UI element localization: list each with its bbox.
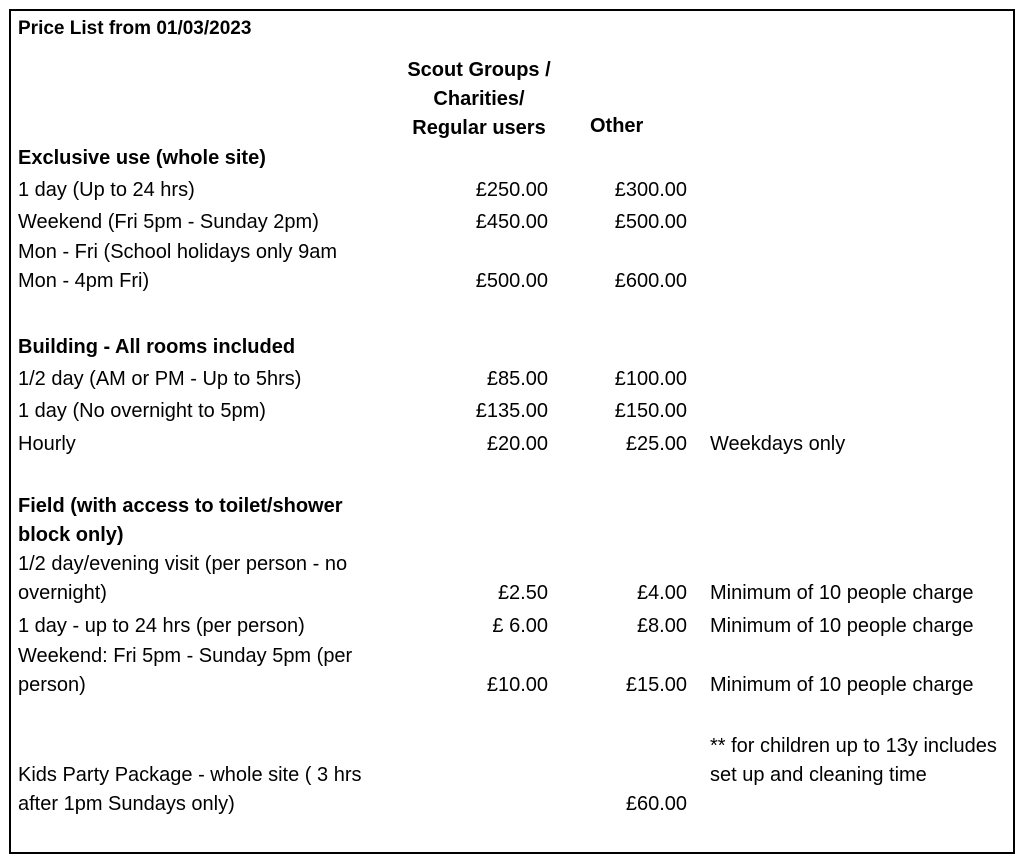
row-rate-other: £25.00	[625, 433, 687, 455]
section-heading-field-line1: Field (with access to toilet/shower	[18, 495, 343, 517]
row-rate-other: £600.00	[614, 270, 687, 292]
row-rate-group: £135.00	[475, 400, 548, 422]
row-rate-group: £250.00	[475, 179, 548, 201]
row-note: Minimum of 10 people charge	[710, 674, 974, 696]
row-desc-line1: Weekend: Fri 5pm - Sunday 5pm (per	[18, 645, 353, 667]
row-rate-group: £ 6.00	[492, 615, 548, 637]
row-rate-other: £300.00	[614, 179, 687, 201]
row-rate-group: £10.00	[486, 674, 548, 696]
row-rate-other: £8.00	[636, 615, 687, 637]
column-header-group-rate: Scout Groups / Charities/ Regular users	[407, 59, 551, 139]
column-header-other: Other	[590, 115, 644, 137]
row-rate-group: £450.00	[475, 211, 548, 233]
row-rate-group: £85.00	[486, 368, 548, 390]
row-desc-line1: 1/2 day/evening visit (per person - no	[18, 553, 348, 575]
row-desc-line1: Mon - Fri (School holidays only 9am	[18, 241, 338, 263]
row-desc-line2: after 1pm Sundays only)	[18, 793, 235, 815]
row-rate-other: £15.00	[625, 674, 687, 696]
row-rate-group: £2.50	[497, 582, 548, 604]
row-desc-line2: Mon - 4pm Fri)	[18, 270, 150, 292]
row-note: Weekdays only	[710, 433, 846, 455]
row-desc: Hourly	[18, 433, 76, 455]
row-note: ** for children up to 13y includes set up and cleaning time	[710, 735, 997, 786]
row-desc: Weekend (Fri 5pm - Sunday 2pm)	[18, 211, 319, 233]
row-desc-line2: overnight)	[18, 582, 107, 604]
page-title: Price List from 01/03/2023	[18, 18, 252, 39]
row-rate-group: £500.00	[475, 270, 548, 292]
row-desc-line1: Kids Party Package - whole site ( 3 hrs	[18, 764, 362, 786]
row-note: Minimum of 10 people charge	[710, 615, 974, 637]
row-rate-other: £100.00	[614, 368, 687, 390]
row-desc: 1/2 day (AM or PM - Up to 5hrs)	[18, 368, 302, 390]
section-heading-field-line2: block only)	[18, 524, 124, 546]
row-rate-group: £20.00	[486, 433, 548, 455]
row-rate-other: £500.00	[614, 211, 687, 233]
row-desc: 1 day (Up to 24 hrs)	[18, 179, 195, 201]
row-rate-other: £150.00	[614, 400, 687, 422]
row-note: Minimum of 10 people charge	[710, 582, 974, 604]
row-rate-other: £4.00	[636, 582, 687, 604]
row-desc-line2: person)	[18, 674, 86, 696]
section-heading-exclusive: Exclusive use (whole site)	[18, 147, 266, 169]
row-desc: 1 day (No overnight to 5pm)	[18, 400, 266, 422]
row-desc: 1 day - up to 24 hrs (per person)	[18, 615, 305, 637]
section-heading-building: Building - All rooms included	[18, 336, 296, 358]
row-rate-other: £60.00	[625, 793, 687, 815]
